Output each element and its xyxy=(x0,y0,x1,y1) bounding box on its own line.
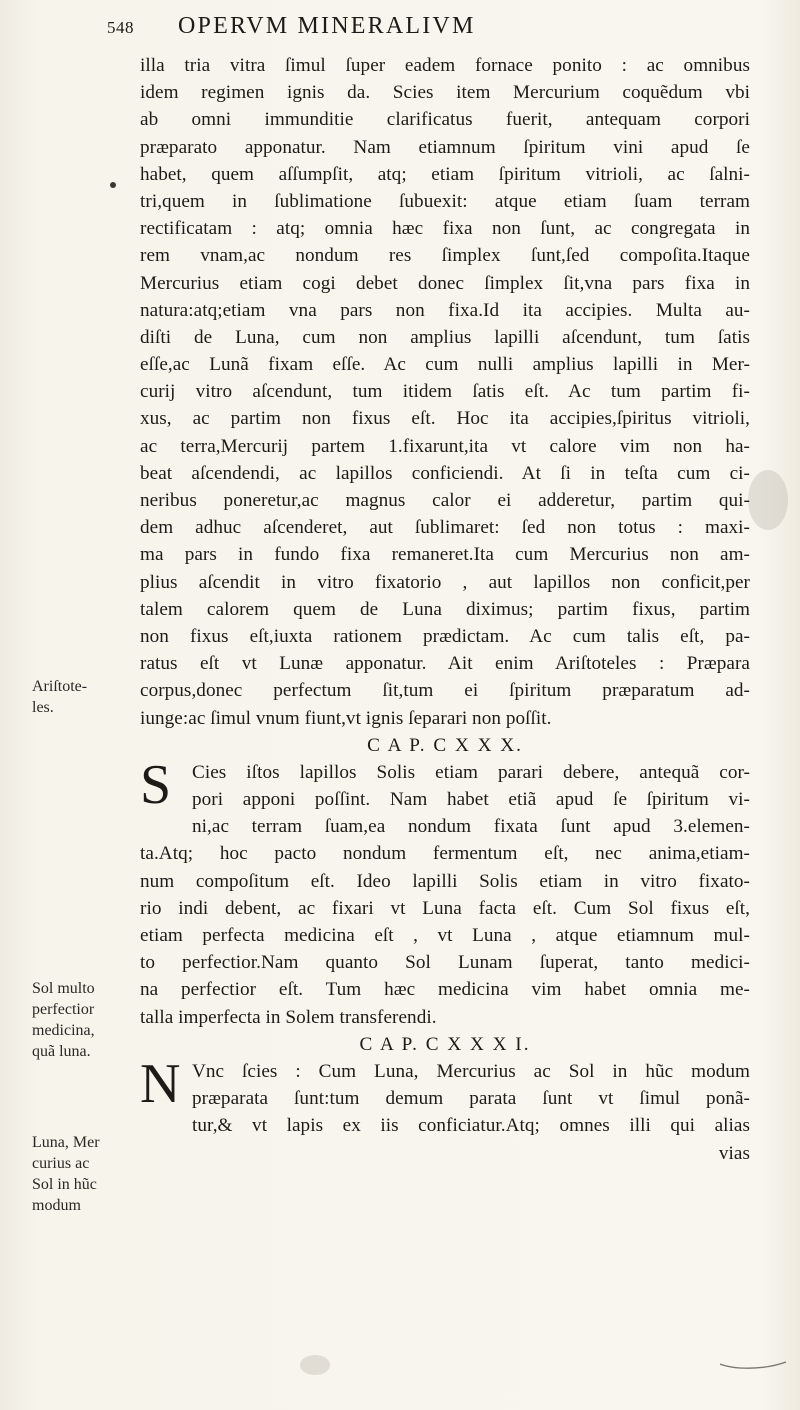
text-line: ab omni immunditie clarificatus fuerit, antequam corpori xyxy=(140,109,750,131)
text-line: plius aſcendit in vitro fixatorio , aut lapillos non conficit,per xyxy=(140,571,750,593)
text-line: præparato apponatur. Nam etiamnum ſpiritum vini apud ſe xyxy=(140,136,750,158)
text-line: neribus poneretur,ac magnus calor ei adderetur, partim qui- xyxy=(140,490,750,511)
text-line: ac terra,Mercurij partem 1.fixarunt,ita vt calore vim non ha- xyxy=(140,435,750,457)
margin-note-aristoteles xyxy=(32,676,128,718)
text-line: Mercurius etiam cogi debet donec ſimplex ſit,vna pars fixa in xyxy=(140,272,750,294)
margin-note-line: perfectior xyxy=(32,1001,95,1018)
text-line: iunge:ac ſimul vnum fiunt,vt ignis ſeparari non poſſit. xyxy=(140,707,552,729)
text-line: num compoſitum eſt. Ideo lapilli Solis etiam in vitro fixato- xyxy=(140,870,750,892)
text-line: idem regimen ignis da. Scies item Mercurium coquẽdum vbi xyxy=(140,82,750,104)
margin-note-line: quã luna. xyxy=(32,1043,91,1060)
text-line: xus, ac partim non fixus eſt. Hoc ita accipies,ſpiritus vitrioli, xyxy=(140,408,750,430)
margin-note-sol xyxy=(32,978,128,1062)
ink-dot xyxy=(110,182,116,188)
text-line: Vnc ſcies : Cum Luna, Mercurius ac Sol in hũc modum xyxy=(192,1060,750,1082)
text-line: diſti de Luna, cum non amplius lapilli aſcendunt, tum ſatis xyxy=(140,326,750,348)
page-header xyxy=(0,0,800,60)
text-line: rem vnam,ac nondum res ſimplex ſunt,ſed compoſita.Itaque xyxy=(140,245,750,267)
text-line: præparata ſunt:tum demum parata ſunt vt ſimul ponã- xyxy=(192,1088,750,1110)
margin-note-line: Luna, Mer xyxy=(32,1134,100,1151)
margin-note-line: medicina, xyxy=(32,1022,95,1039)
text-line: corpus,donec perfectum ſit,tum ei ſpiritum præparatum ad- xyxy=(140,680,750,702)
text-line: etiam perfecta medicina eſt , vt Luna , atque etiamnum mul- xyxy=(140,925,750,946)
page-number: 548 xyxy=(107,18,134,37)
text-line: tri,quem in ſublimatione ſubuexit: atque etiam ſuam terram xyxy=(140,190,750,212)
text-line: eſſe,ac Lunã fixam eſſe. Ac cum nulli amplius lapilli in Mer- xyxy=(140,354,750,376)
running-title: OPERVM MINERALIVM xyxy=(178,13,476,39)
chapter-heading: C A P. C X X X I. xyxy=(359,1033,531,1055)
text-line: to perfectior.Nam quanto Sol Lunam ſuperat, tanto medici- xyxy=(140,952,750,974)
text-line: curij vitro aſcendunt, tum itidem ſatis eſt. Ac tum partim fi- xyxy=(140,381,750,403)
text-line: talla imperfecta in Solem transferendi. xyxy=(140,1006,437,1028)
pen-stroke-mark xyxy=(720,1320,800,1390)
text-line: rectificatam : atq; omnia hæc fixa non ſunt, ac congregata in xyxy=(140,218,750,240)
text-line: Cies iſtos lapillos Solis etiam parari debere, antequã cor- xyxy=(192,761,750,783)
text-line: ratus eſt vt Lunæ apponatur. Ait enim Ariſtoteles : Præpara xyxy=(140,653,750,675)
margin-note-line: Sol in hũc xyxy=(32,1176,97,1193)
paper-stain xyxy=(300,1355,330,1375)
text-line: pori apponi poſſint. Nam habet etiã apud ſe ſpiritum vi- xyxy=(192,789,750,811)
chapter-131-opening xyxy=(140,1052,750,1140)
text-line: natura:atq;etiam vna pars non fixa.Id ita accipies. Multa au- xyxy=(140,299,750,321)
margin-note-line: curius ac xyxy=(32,1155,90,1172)
chapter-heading: C A P. C X X X. xyxy=(367,734,523,756)
margin-note-line: modum xyxy=(32,1197,81,1214)
chapter-130-opening xyxy=(140,753,750,841)
text-line: non fixus eſt,iuxta rationem prædictam. Ac cum talis eſt, pa- xyxy=(140,625,750,647)
text-line: tur,& vt lapis ex iis conficiatur.Atq; omnes illi qui alias xyxy=(192,1115,750,1137)
paper-stain xyxy=(748,470,788,530)
text-line: ta.Atq; hoc pacto nondum fermentum eſt, nec anima,etiam- xyxy=(140,843,750,865)
catchword: vias xyxy=(718,1142,750,1164)
text-line: ma pars in fundo fixa remaneret.Ita cum Mercurius non am- xyxy=(140,544,750,566)
margin-note-line: les. xyxy=(32,699,54,716)
text-line: rio indi debent, ac fixari vt Luna facta eſt. Cum Sol fixus eſt, xyxy=(140,897,750,919)
margin-note-luna xyxy=(32,1132,128,1216)
text-line: na perfectior eſt. Tum hæc medicina vim habet omnia me- xyxy=(140,979,750,1001)
text-line: beat aſcendendi, ac lapillos conficiendi. At ſi in teſta cum ci- xyxy=(140,462,750,484)
main-text-block xyxy=(140,52,750,1167)
drop-cap: N xyxy=(140,1052,181,1115)
text-line: habet, quem aſſumpſit, atq; etiam ſpiritum vitrioli, ac ſalni- xyxy=(140,163,750,185)
text-line: ni,ac terram ſuam,ea nondum fixata ſunt apud 3.elemen- xyxy=(192,816,750,838)
text-line: illa tria vitra ſimul ſuper eadem fornace ponito : ac omnibus xyxy=(140,55,750,76)
drop-cap: S xyxy=(140,753,172,816)
text-line: dem adhuc aſcenderet, aut ſublimaret: ſed non totus : maxi- xyxy=(140,517,750,539)
margin-note-line: Ariſtote- xyxy=(32,678,88,695)
text-line: talem calorem quem de Luna diximus; partim fixus, partim xyxy=(140,598,750,620)
margin-note-line: Sol multo xyxy=(32,980,95,997)
